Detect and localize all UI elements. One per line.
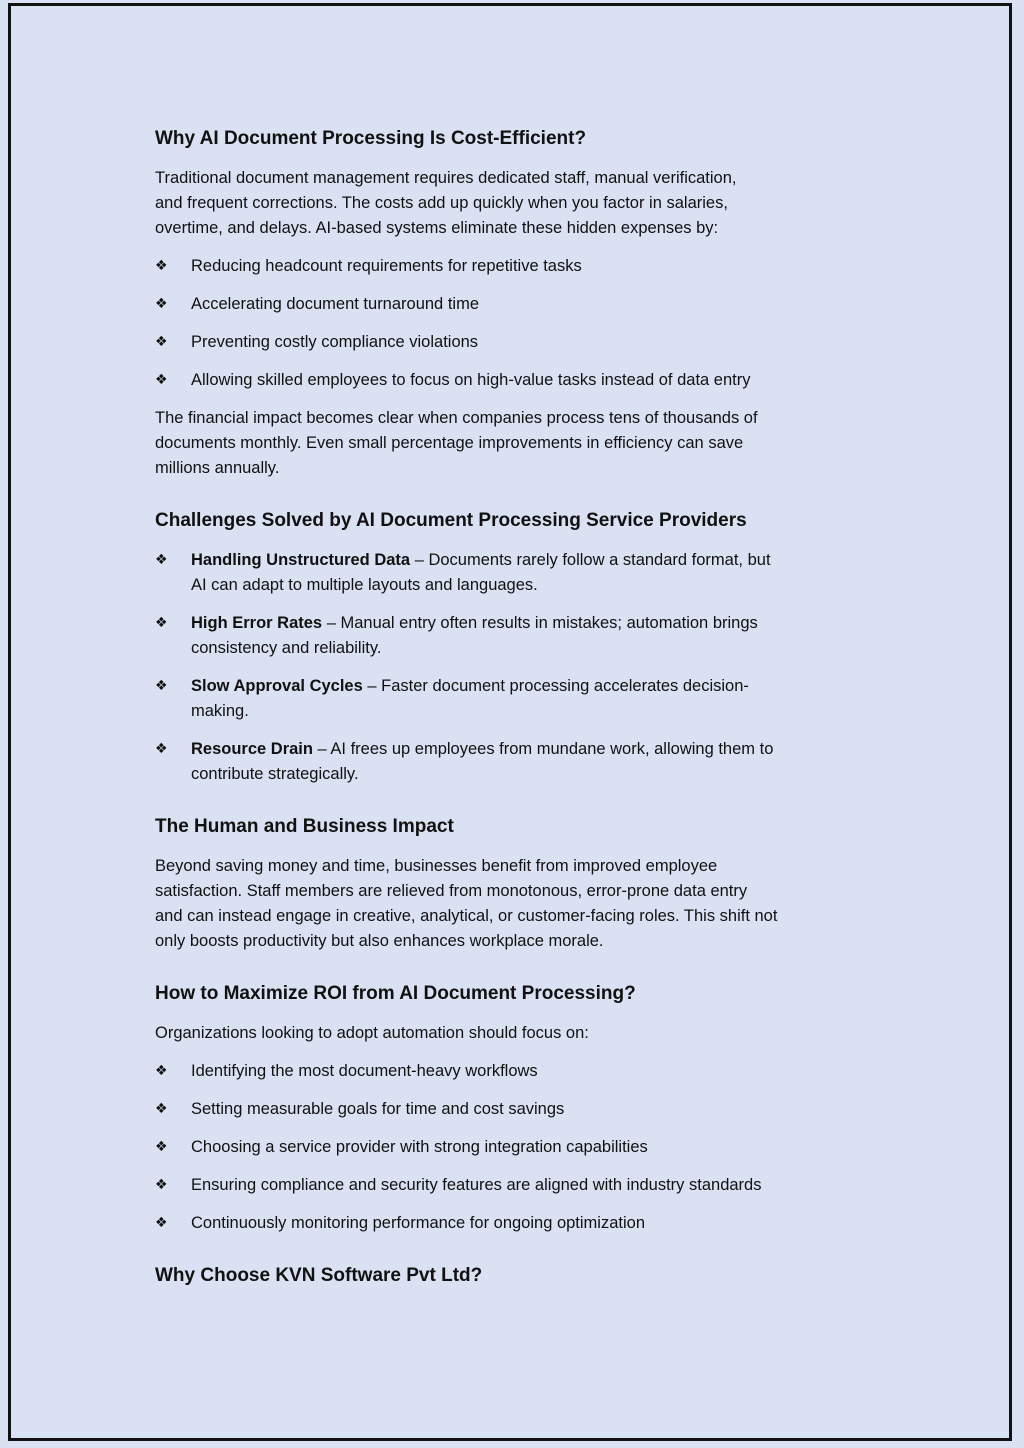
list-item-text: Preventing costly compliance violations (191, 333, 479, 351)
list-item (155, 330, 885, 355)
challenge-term: Resource Drain (191, 740, 313, 758)
list-item-text: Accelerating document turnaround time (191, 295, 479, 313)
diamond-bullet-icon: ❖ (155, 372, 168, 388)
diamond-bullet-icon: ❖ (155, 258, 168, 274)
challenge-description: making. (191, 702, 249, 720)
bullet-list (155, 254, 885, 393)
list-item-line (191, 737, 885, 762)
diamond-bullet-icon: ❖ (155, 334, 168, 350)
list-item-text: Identifying the most document-heavy workflows (191, 1062, 538, 1080)
diamond-bullet-icon: ❖ (155, 741, 168, 757)
challenge-term: Slow Approval Cycles (191, 677, 363, 695)
list-item-text: Ensuring compliance and security features are aligned with industry standards (191, 1176, 762, 1194)
paragraph-line: and frequent corrections. The costs add up quickly when you factor in salaries, (155, 194, 728, 212)
paragraph (155, 1021, 885, 1046)
diamond-bullet-icon: ❖ (155, 1215, 168, 1231)
challenge-description: contribute strategically. (191, 765, 359, 783)
paragraph-line: Traditional document management requires dedicated staff, manual verification, (155, 169, 737, 187)
list-item (155, 1097, 885, 1122)
list-item-line (191, 674, 885, 699)
list-item (155, 1173, 885, 1198)
paragraph-line: millions annually. (155, 459, 280, 477)
challenge-term: Handling Unstructured Data (191, 551, 411, 569)
challenge-description: AI can adapt to multiple layouts and languages. (191, 576, 538, 594)
list-item-text: Allowing skilled employees to focus on high-value tasks instead of data entry (191, 371, 751, 389)
paragraph-line: satisfaction. Staff members are relieved from monotonous, error-prone data entry (155, 882, 748, 900)
document-body (155, 124, 885, 1303)
list-item (155, 674, 885, 724)
section-heading: How to Maximize ROI from AI Document Processing? (155, 983, 636, 1004)
challenge-description: consistency and reliability. (191, 639, 382, 657)
challenge-description: – Documents rarely follow a standard format, but (410, 551, 771, 569)
paragraph-line: only boosts productivity but also enhances workplace morale. (155, 932, 604, 950)
list-item (155, 548, 885, 598)
list-item (155, 611, 885, 661)
diamond-bullet-icon: ❖ (155, 552, 168, 568)
list-item (155, 368, 885, 393)
diamond-bullet-icon: ❖ (155, 296, 168, 312)
section-heading: The Human and Business Impact (155, 816, 454, 837)
section-heading: Challenges Solved by AI Document Processing Service Providers (155, 510, 747, 531)
paragraph-line: documents monthly. Even small percentage improvements in efficiency can save (155, 434, 744, 452)
list-item (155, 1059, 885, 1084)
list-item-text: Setting measurable goals for time and cost savings (191, 1100, 565, 1118)
paragraph (155, 166, 885, 241)
diamond-bullet-icon: ❖ (155, 1063, 168, 1079)
paragraph (155, 406, 885, 481)
challenge-term: High Error Rates (191, 614, 323, 632)
list-item (155, 1135, 885, 1160)
challenge-description: – AI frees up employees from mundane work, allowing them to (312, 740, 774, 758)
diamond-bullet-icon: ❖ (155, 1177, 168, 1193)
list-item-text: Choosing a service provider with strong integration capabilities (191, 1138, 648, 1156)
paragraph-line: Organizations looking to adopt automation should focus on: (155, 1024, 589, 1042)
list-item-text: Reducing headcount requirements for repetitive tasks (191, 257, 582, 275)
paragraph (155, 854, 885, 954)
diamond-bullet-icon: ❖ (155, 1139, 168, 1155)
paragraph-line: The financial impact becomes clear when companies process tens of thousands of (155, 409, 758, 427)
list-item (155, 254, 885, 279)
challenge-description: – Manual entry often results in mistakes; automation brings (322, 614, 758, 632)
section-heading: Why AI Document Processing Is Cost-Efficient? (155, 128, 587, 149)
challenge-list (155, 548, 885, 787)
list-item-line (191, 548, 885, 573)
list-item-text: Continuously monitoring performance for ongoing optimization (191, 1214, 645, 1232)
challenge-description: – Faster document processing accelerates decision- (362, 677, 749, 695)
bullet-list (155, 1059, 885, 1236)
section-heading: Why Choose KVN Software Pvt Ltd? (155, 1265, 483, 1286)
paragraph-line: overtime, and delays. AI-based systems eliminate these hidden expenses by: (155, 219, 719, 237)
list-item (155, 1211, 885, 1236)
diamond-bullet-icon: ❖ (155, 678, 168, 694)
paragraph-line: and can instead engage in creative, analytical, or customer-facing roles. This shift not (155, 907, 778, 925)
list-item-line (191, 611, 885, 636)
list-item (155, 737, 885, 787)
diamond-bullet-icon: ❖ (155, 615, 168, 631)
diamond-bullet-icon: ❖ (155, 1101, 168, 1117)
paragraph-line: Beyond saving money and time, businesses benefit from improved employee (155, 857, 718, 875)
list-item (155, 292, 885, 317)
